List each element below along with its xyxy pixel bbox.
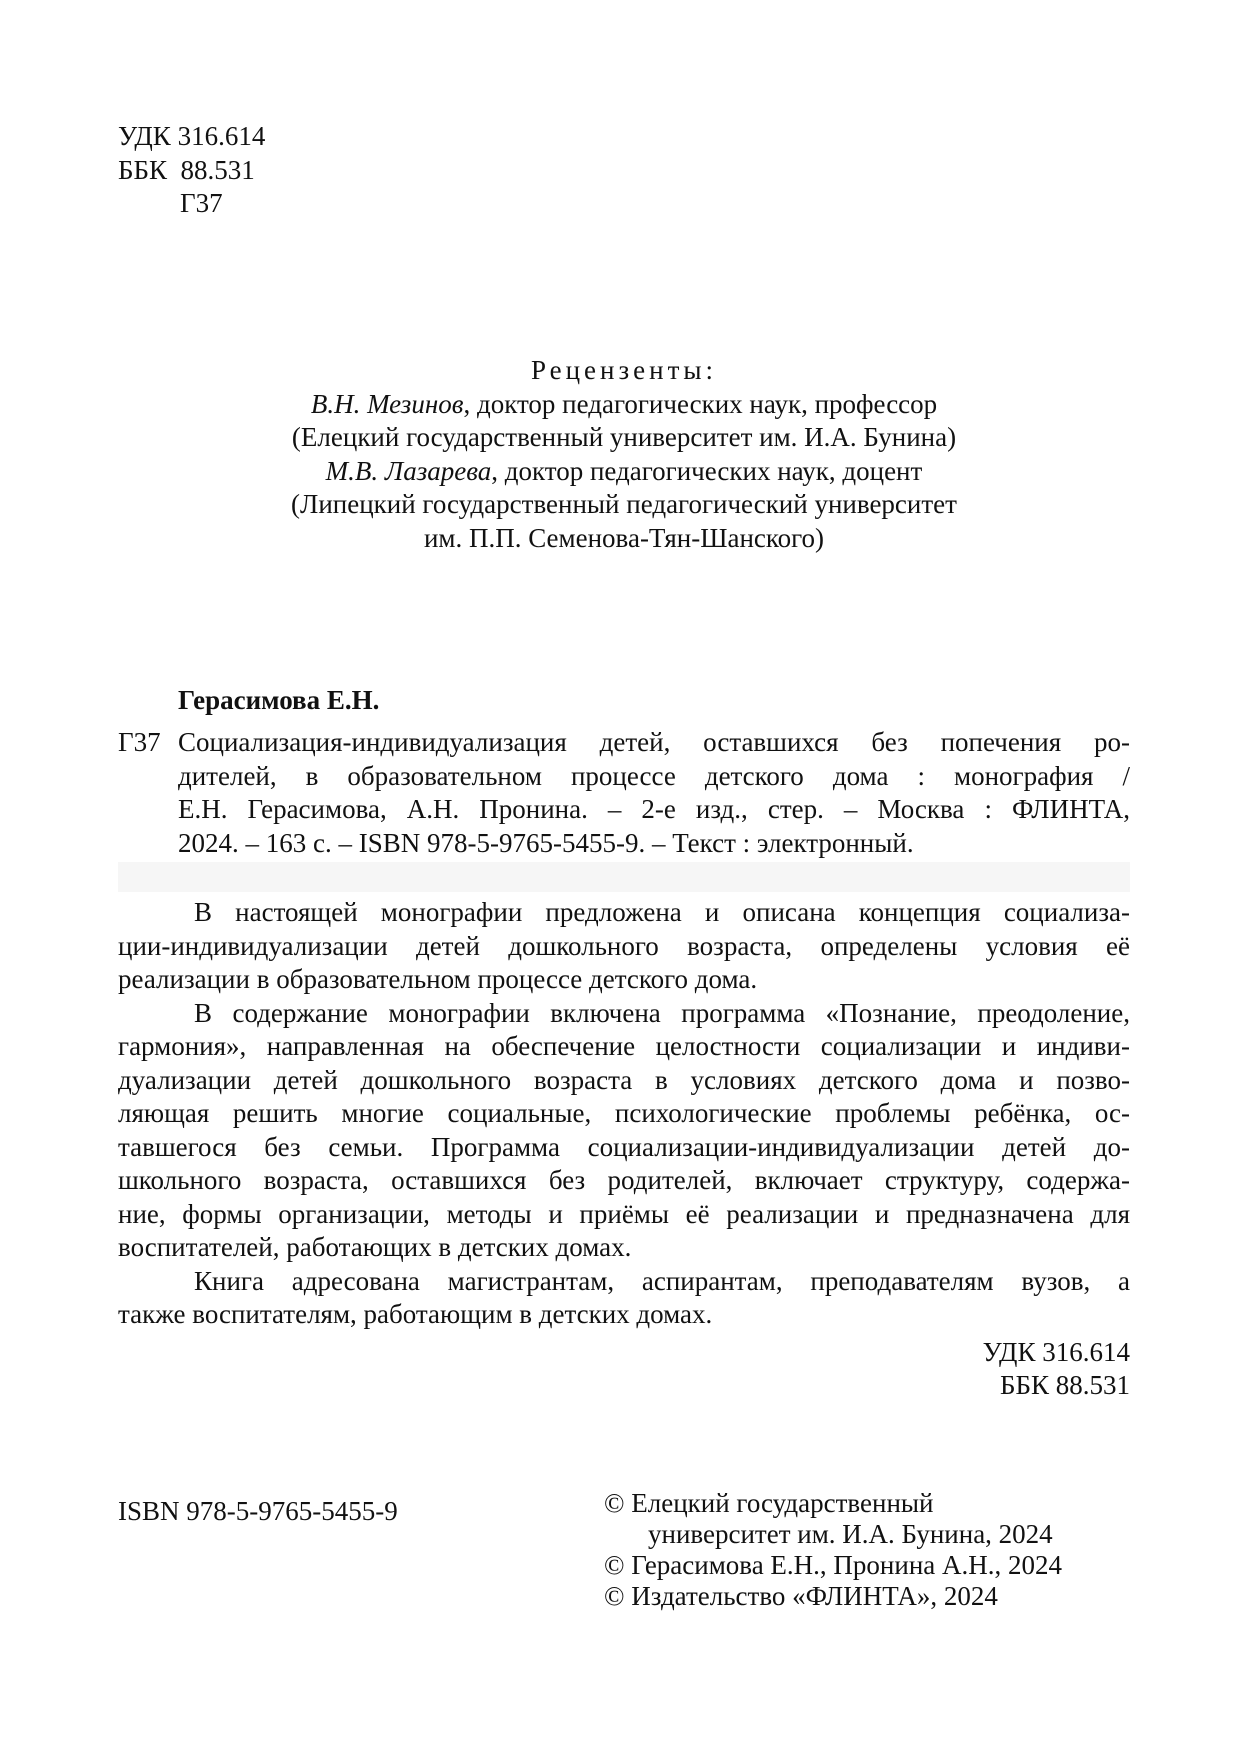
- abstract-line: тавшегося без семьи. Программа социализации-индивидуализации детей до-: [118, 1131, 1130, 1162]
- bibliography-entry: [178, 726, 1130, 860]
- abstract-udk: УДК 316.614: [982, 1336, 1130, 1367]
- bibliography-sign: Г37: [118, 727, 161, 757]
- abstract-line: воспитателей, работающих в детских домах.: [118, 1232, 632, 1262]
- abstract-line: Книга адресована магистрантам, аспирантам, преподавателям вузов, а: [194, 1265, 1130, 1296]
- abstract-line: В настоящей монографии предложена и описана концепция социализа-: [194, 897, 1130, 927]
- copyright-line: © Издательство «ФЛИНТА», 2024: [604, 1581, 998, 1611]
- copyright-block: [604, 1488, 1062, 1612]
- copyright-line: © Герасимова Е.Н., Пронина А.Н., 2024: [604, 1550, 1062, 1580]
- abstract: [118, 896, 1130, 1403]
- udk-code: УДК 316.614: [118, 121, 266, 151]
- abstract-line: также воспитателям, работающим в детских домах.: [118, 1299, 713, 1329]
- reviewers-block: [118, 354, 1130, 555]
- bibliography-author: Герасимова Е.Н.: [178, 685, 380, 715]
- reviewer-1-org: (Елецкий государственный университет им. И.А. Бунина): [291, 422, 957, 452]
- bibliography-line: 2024. – 163 с. – ISBN 978-5-9765-5455-9. – Текст : электронный.: [178, 827, 914, 858]
- abstract-bbk: ББК 88.531: [999, 1370, 1130, 1400]
- reviewer-2-name: М.В. Лазарева: [325, 455, 492, 486]
- reviewer-2-title: , доктор педагогических наук, доцент: [491, 455, 923, 486]
- reviewer-1-title: , доктор педагогических наук, профессор: [463, 388, 938, 419]
- reviewer-2: [118, 455, 1130, 489]
- reviewer-1-name: В.Н. Мезинов: [310, 388, 464, 419]
- abstract-line: реализации в образовательном процессе детского дома.: [118, 964, 758, 994]
- abstract-line: В содержание монографии включена программа «Познание, преодоление,: [194, 997, 1130, 1028]
- classification-block: [118, 120, 265, 221]
- reviewers-heading: Рецензенты:: [530, 355, 718, 385]
- bibliography-line: Социализация-индивидуализация детей, оставшихся без попечения ро-: [178, 727, 1130, 757]
- author-sign: Г37: [180, 188, 223, 218]
- abstract-line: ляющая решить многие социальные, психологические проблемы ребёнка, ос-: [118, 1098, 1130, 1128]
- copyright-line: университет им. И.А. Бунина, 2024: [648, 1519, 1053, 1549]
- abstract-line: ние, формы организации, методы и приёмы её реализации и предназначена для: [118, 1198, 1130, 1229]
- reviewer-2-org-2: им. П.П. Семенова-Тян-Шанского): [423, 522, 825, 553]
- abstract-line: школьного возраста, оставшихся без родителей, включает структуру, содержа-: [118, 1165, 1130, 1195]
- reviewer-1: [118, 388, 1130, 422]
- bbk-code: ББК 88.531: [118, 154, 255, 185]
- copyright-line: © Елецкий государственный: [604, 1488, 934, 1518]
- bibliography-line: дителей, в образовательном процессе детского дома : монография /: [178, 760, 1130, 791]
- abstract-line: ции-индивидуализации детей дошкольного возраста, определены условия её: [118, 930, 1130, 961]
- abstract-line: дуализации детей дошкольного возраста в условиях детского дома и позво-: [118, 1064, 1130, 1095]
- isbn: ISBN 978-5-9765-5455-9: [118, 1496, 398, 1526]
- abstract-line: гармония», направленная на обеспечение целостности социализации и индиви-: [118, 1031, 1130, 1061]
- bibliography-line: Е.Н. Герасимова, А.Н. Пронина. – 2-е изд., стер. – Москва : ФЛИНТА,: [178, 794, 1130, 824]
- scan-band: [118, 862, 1130, 892]
- reviewer-2-org-1: (Липецкий государственный педагогический университет: [291, 489, 957, 519]
